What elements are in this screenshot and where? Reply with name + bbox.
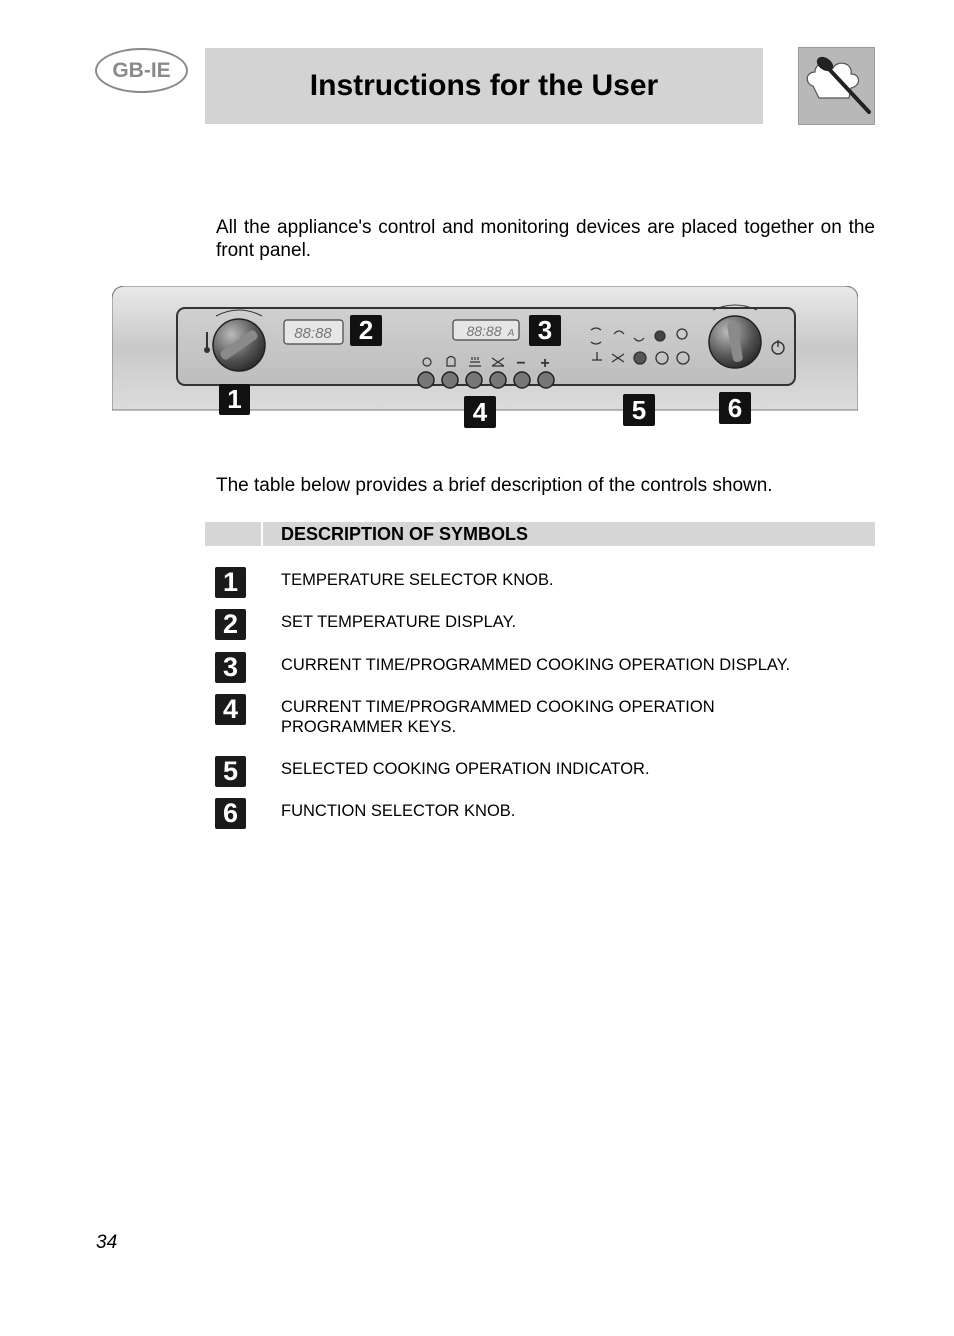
callout-4	[464, 396, 496, 428]
symbol-description: SELECTED COOKING OPERATION INDICATOR.	[281, 760, 650, 778]
symbol-description: CURRENT TIME/PROGRAMMED COOKING OPERATION DISPLAY.	[281, 656, 791, 674]
page-title: Instructions for the User	[309, 69, 659, 102]
intro-paragraph: All the appliance's control and monitoring devices are placed together on the front panel.	[216, 217, 875, 261]
svg-text:4: 4	[472, 397, 488, 427]
symbols-header	[205, 522, 875, 546]
title-bar	[205, 48, 763, 124]
number-badge: 3	[215, 652, 246, 683]
symbol-description: SET TEMPERATURE DISPLAY.	[281, 613, 517, 631]
display-suffix: A	[507, 328, 515, 339]
logo-text: GB-IE	[112, 58, 171, 82]
plus-key-label: +	[540, 355, 550, 372]
page-number: 34	[96, 1232, 118, 1253]
chef-spoon-icon	[798, 47, 875, 125]
control-panel-illustration	[112, 286, 858, 432]
svg-text:1: 1	[227, 384, 242, 414]
callout-1	[219, 384, 250, 415]
symbols-header-text: DESCRIPTION OF SYMBOLS	[281, 524, 529, 544]
current-time-display: 88:88	[466, 323, 502, 339]
brand-logo	[95, 48, 188, 93]
set-temperature-display: 88:88	[294, 325, 332, 342]
callout-2	[350, 315, 382, 346]
callout-6	[719, 392, 751, 424]
svg-text:5: 5	[631, 395, 647, 425]
number-badge: 5	[215, 756, 246, 787]
svg-text:3: 3	[537, 315, 553, 345]
symbol-description: TEMPERATURE SELECTOR KNOB.	[281, 571, 554, 589]
table-intro: The table below provides a brief description of the controls shown.	[216, 475, 773, 496]
svg-text:6: 6	[727, 393, 743, 423]
callout-3	[529, 315, 561, 346]
symbol-description: FUNCTION SELECTOR KNOB.	[281, 802, 516, 820]
number-badge: 2	[215, 609, 246, 640]
svg-text:2: 2	[358, 315, 374, 345]
symbol-description: CURRENT TIME/PROGRAMMED COOKING OPERATION PROGRAMMER KEYS.	[281, 698, 715, 736]
minus-key-label: −	[516, 355, 526, 372]
callout-5	[623, 394, 655, 426]
number-badge: 6	[215, 798, 246, 829]
number-badge: 1	[215, 567, 246, 598]
number-badge: 4	[215, 694, 246, 725]
